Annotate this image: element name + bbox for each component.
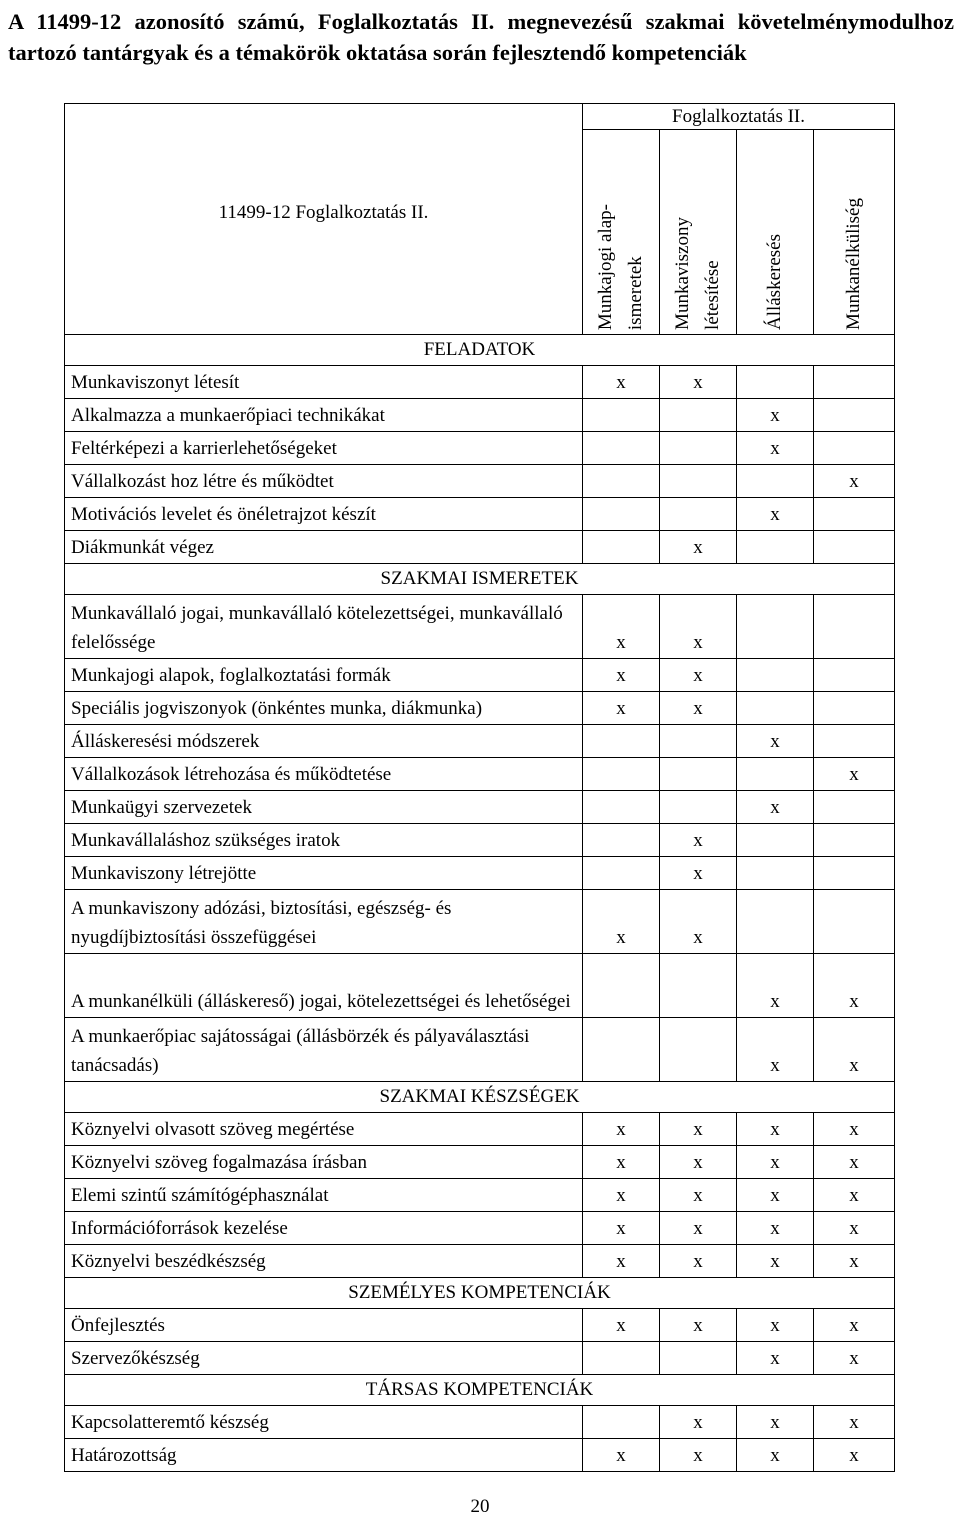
column-header-munkanelkuliseg: [814, 130, 895, 335]
mark-cell: [583, 791, 660, 824]
mark-cell: x: [660, 890, 737, 954]
row-label: Munkavállaló jogai, munkavállaló kötelezettségei, munkavállaló felelőssége: [65, 595, 583, 659]
mark-cell: x: [660, 1146, 737, 1179]
table-row: [65, 1113, 895, 1146]
column-header-label: Munkanélküliség: [843, 198, 865, 330]
mark-cell: x: [583, 890, 660, 954]
mark-cell: [583, 1018, 660, 1082]
mark-cell: [583, 1342, 660, 1375]
mark-cell: x: [660, 824, 737, 857]
mark-cell: [737, 857, 814, 890]
mark-cell: [814, 659, 895, 692]
mark-cell: x: [583, 1245, 660, 1278]
row-label: A munkaerőpiac sajátosságai (állásbörzék és pályaválasztási tanácsadás): [65, 1018, 583, 1082]
column-header-label: Munkajogi alap- ismeretek: [595, 203, 646, 330]
mark-cell: [814, 498, 895, 531]
mark-cell: x: [737, 1179, 814, 1212]
row-label: Munkaviszonyt létesít: [65, 366, 583, 399]
table-row: [65, 824, 895, 857]
mark-cell: [814, 531, 895, 564]
mark-cell: x: [583, 1439, 660, 1472]
row-label: Alkalmazza a munkaerőpiaci technikákat: [65, 399, 583, 432]
row-label: Diákmunkát végez: [65, 531, 583, 564]
mark-cell: [583, 758, 660, 791]
mark-cell: x: [660, 1245, 737, 1278]
mark-cell: x: [583, 1212, 660, 1245]
mark-cell: x: [583, 659, 660, 692]
mark-cell: [660, 954, 737, 1018]
table-row: [65, 595, 895, 659]
mark-cell: [583, 824, 660, 857]
mark-cell: [814, 725, 895, 758]
row-label: Speciális jogviszonyok (önkéntes munka, diákmunka): [65, 692, 583, 725]
module-label-cell: [65, 104, 583, 335]
mark-cell: x: [737, 725, 814, 758]
column-header-munkajogi: [583, 130, 660, 335]
table-row: [65, 1245, 895, 1278]
mark-cell: [583, 498, 660, 531]
row-label: Vállalkozások létrehozása és működtetése: [65, 758, 583, 791]
row-label: Kapcsolatteremtő készség: [65, 1406, 583, 1439]
table-row: [65, 1018, 895, 1082]
mark-cell: x: [814, 1439, 895, 1472]
mark-cell: x: [737, 399, 814, 432]
row-label: Feltérképezi a karrierlehetőségeket: [65, 432, 583, 465]
table-row: [65, 791, 895, 824]
mark-cell: x: [814, 1113, 895, 1146]
mark-cell: [737, 595, 814, 659]
mark-cell: [583, 857, 660, 890]
section-row: [65, 1375, 895, 1406]
mark-cell: x: [737, 1406, 814, 1439]
mark-cell: x: [660, 1113, 737, 1146]
row-label: A munkaviszony adózási, biztosítási, egészség- és nyugdíjbiztosítási összefüggései: [65, 890, 583, 954]
table-row: [65, 659, 895, 692]
mark-cell: [660, 1342, 737, 1375]
row-label: Szervezőkészség: [65, 1342, 583, 1375]
competency-table: [64, 103, 895, 1472]
mark-cell: [814, 824, 895, 857]
page-number: 20: [470, 1496, 490, 1517]
mark-cell: [660, 1018, 737, 1082]
mark-cell: x: [737, 1146, 814, 1179]
mark-cell: [737, 692, 814, 725]
table-header-row: [65, 104, 895, 130]
mark-cell: [660, 758, 737, 791]
mark-cell: x: [660, 692, 737, 725]
competency-table-body: [65, 104, 895, 1472]
mark-cell: x: [737, 1245, 814, 1278]
table-row: [65, 465, 895, 498]
row-label: A munkanélküli (álláskereső) jogai, kötelezettségei és lehetőségei: [65, 954, 583, 1018]
table-row: [65, 531, 895, 564]
row-label: Munkajogi alapok, foglalkoztatási formák: [65, 659, 583, 692]
mark-cell: [737, 758, 814, 791]
mark-cell: x: [660, 531, 737, 564]
table-row: [65, 399, 895, 432]
mark-cell: [583, 954, 660, 1018]
section-row: [65, 564, 895, 595]
mark-cell: [660, 465, 737, 498]
mark-cell: x: [660, 1179, 737, 1212]
row-label: Önfejlesztés: [65, 1309, 583, 1342]
column-header-label: Álláskeresés: [764, 233, 785, 330]
row-label: Határozottság: [65, 1439, 583, 1472]
mark-cell: x: [583, 1146, 660, 1179]
table-row: [65, 432, 895, 465]
mark-cell: [737, 366, 814, 399]
table-row: [65, 758, 895, 791]
mark-cell: x: [737, 1018, 814, 1082]
mark-cell: [737, 465, 814, 498]
mark-cell: [660, 725, 737, 758]
table-row: [65, 692, 895, 725]
row-label: Munkaügyi szervezetek: [65, 791, 583, 824]
mark-cell: x: [583, 1309, 660, 1342]
mark-cell: x: [737, 432, 814, 465]
mark-cell: x: [737, 791, 814, 824]
mark-cell: [583, 432, 660, 465]
mark-cell: x: [737, 1439, 814, 1472]
mark-cell: [583, 465, 660, 498]
mark-cell: [814, 692, 895, 725]
row-label: Álláskeresési módszerek: [65, 725, 583, 758]
column-header-label: Munkaviszony létesítése: [672, 217, 723, 330]
mark-cell: x: [814, 954, 895, 1018]
mark-cell: [737, 890, 814, 954]
section-title: SZEMÉLYES KOMPETENCIÁK: [65, 1278, 895, 1309]
table-row: [65, 857, 895, 890]
mark-cell: x: [583, 595, 660, 659]
table-row: [65, 1309, 895, 1342]
mark-cell: x: [583, 1179, 660, 1212]
table-row: [65, 1406, 895, 1439]
mark-cell: x: [660, 857, 737, 890]
table-row: [65, 366, 895, 399]
row-label: Munkavállaláshoz szükséges iratok: [65, 824, 583, 857]
mark-cell: [814, 857, 895, 890]
mark-cell: x: [814, 1179, 895, 1212]
mark-cell: x: [660, 659, 737, 692]
mark-cell: [814, 595, 895, 659]
mark-cell: x: [814, 758, 895, 791]
mark-cell: x: [737, 1342, 814, 1375]
mark-cell: x: [660, 1406, 737, 1439]
row-label: Elemi szintű számítógéphasználat: [65, 1179, 583, 1212]
mark-cell: x: [737, 954, 814, 1018]
section-row: [65, 335, 895, 366]
mark-cell: x: [814, 1309, 895, 1342]
mark-cell: x: [737, 1113, 814, 1146]
row-label: Köznyelvi olvasott szöveg megértése: [65, 1113, 583, 1146]
section-title: FELADATOK: [65, 335, 895, 366]
mark-cell: x: [660, 1309, 737, 1342]
table-row: [65, 1146, 895, 1179]
mark-cell: x: [660, 1439, 737, 1472]
document-heading: A 11499-12 azonosító számú, Foglalkoztatás II. megnevezésű szakmai követelménymodulhoz tartozó tantárgyak és a témakörök oktatása során fejlesztendő kompetenciák: [8, 9, 954, 65]
row-label: Motivációs levelet és önéletrajzot készít: [65, 498, 583, 531]
mark-cell: [814, 366, 895, 399]
table-row: [65, 1439, 895, 1472]
row-label: Információforrások kezelése: [65, 1212, 583, 1245]
mark-cell: x: [814, 1245, 895, 1278]
table-row: [65, 890, 895, 954]
mark-cell: [583, 1406, 660, 1439]
section-row: [65, 1082, 895, 1113]
mark-cell: x: [660, 595, 737, 659]
column-header-allaskereses: [737, 130, 814, 335]
mark-cell: x: [814, 1018, 895, 1082]
mark-cell: x: [660, 1212, 737, 1245]
mark-cell: [583, 725, 660, 758]
section-row: [65, 1278, 895, 1309]
mark-cell: [814, 399, 895, 432]
mark-cell: [814, 890, 895, 954]
table-row: [65, 498, 895, 531]
table-row: [65, 1179, 895, 1212]
table-row: [65, 1212, 895, 1245]
section-title: SZAKMAI KÉSZSÉGEK: [65, 1082, 895, 1113]
mark-cell: [814, 432, 895, 465]
mark-cell: [737, 531, 814, 564]
mark-cell: [660, 432, 737, 465]
mark-cell: x: [737, 1212, 814, 1245]
mark-cell: [583, 399, 660, 432]
mark-cell: [737, 659, 814, 692]
mark-cell: x: [660, 366, 737, 399]
column-header-munkaviszony: [660, 130, 737, 335]
mark-cell: x: [814, 1212, 895, 1245]
mark-cell: [660, 498, 737, 531]
table-row: [65, 954, 895, 1018]
mark-cell: x: [814, 1406, 895, 1439]
mark-cell: x: [814, 1146, 895, 1179]
table-row: [65, 1342, 895, 1375]
mark-cell: [660, 791, 737, 824]
table-row: [65, 725, 895, 758]
mark-cell: [737, 824, 814, 857]
row-label: Munkaviszony létrejötte: [65, 857, 583, 890]
mark-cell: x: [737, 1309, 814, 1342]
mark-cell: [660, 399, 737, 432]
mark-cell: x: [737, 498, 814, 531]
row-label: Vállalkozást hoz létre és működtet: [65, 465, 583, 498]
mark-cell: x: [814, 465, 895, 498]
mark-cell: x: [583, 366, 660, 399]
mark-cell: [814, 791, 895, 824]
mark-cell: x: [583, 692, 660, 725]
section-title: TÁRSAS KOMPETENCIÁK: [65, 1375, 895, 1406]
subject-header: Foglalkoztatás II.: [583, 104, 895, 130]
row-label: Köznyelvi szöveg fogalmazása írásban: [65, 1146, 583, 1179]
mark-cell: [583, 531, 660, 564]
row-label: Köznyelvi beszédkészség: [65, 1245, 583, 1278]
mark-cell: x: [814, 1342, 895, 1375]
module-label: 11499-12 Foglalkoztatás II.: [218, 202, 429, 223]
section-title: SZAKMAI ISMERETEK: [65, 564, 895, 595]
mark-cell: x: [583, 1113, 660, 1146]
